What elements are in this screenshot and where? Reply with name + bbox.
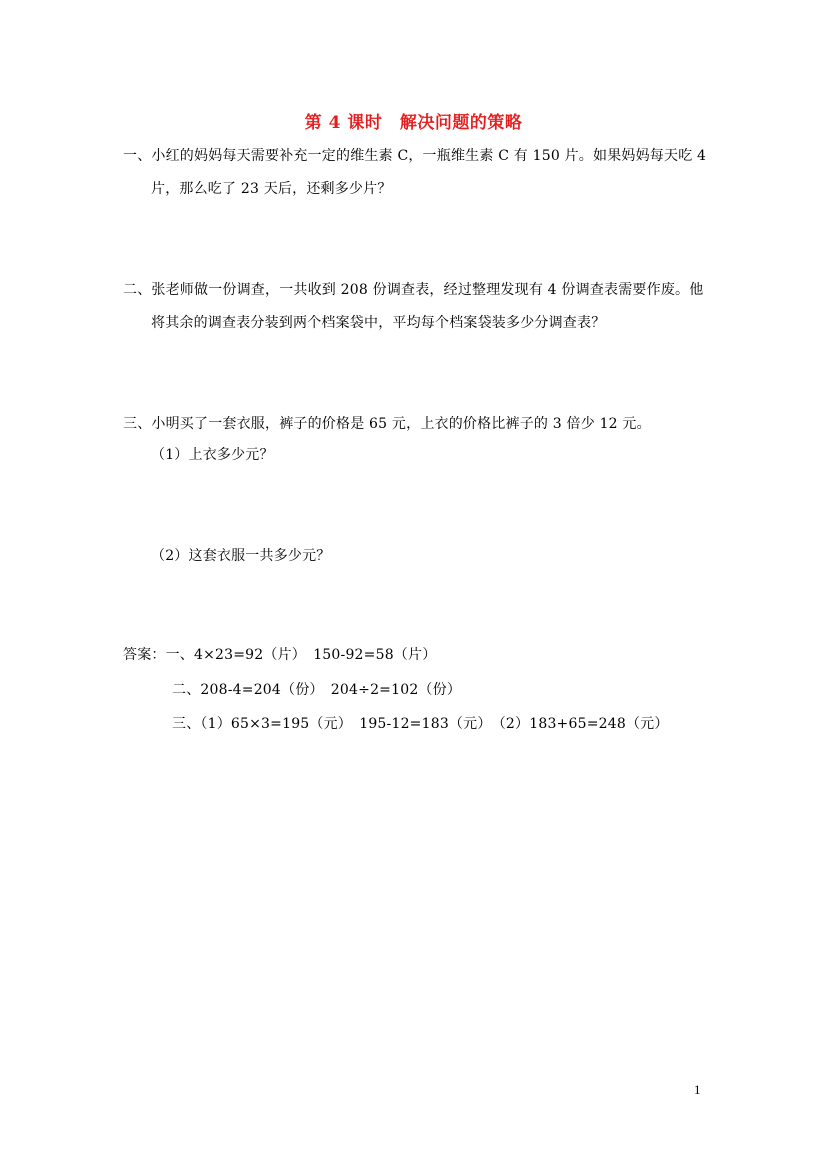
page-title: 第 4 课时 解决问题的策略 xyxy=(304,113,523,133)
question-1-line-2: 片，那么吃了 23 天后，还剩多少片？ xyxy=(151,181,392,197)
question-2-line-2: 将其余的调查表分装到两个档案袋中，平均每个档案袋装多少分调查表？ xyxy=(151,315,606,331)
question-1-line-1: 一、小红的妈妈每天需要补充一定的维生素 C，一瓶维生素 C 有 150 片。如果妈妈每天吃 4 xyxy=(123,148,707,164)
answer-line-1: 答案：一、4×23=92（片） 150-92=58（片） xyxy=(123,647,437,663)
page-number: 1 xyxy=(694,1082,701,1097)
question-3-sub-1: （1）上衣多少元？ xyxy=(151,447,274,463)
answer-line-2: 二、208-4=204（份） 204÷2=102（份） xyxy=(172,682,462,698)
question-3-line-1: 三、小明买了一套衣服，裤子的价格是 65 元，上衣的价格比裤子的 3 倍少 12 元。 xyxy=(123,416,651,432)
answer-line-3: 三、（1）65×3=195（元） 195-12=183（元） （2）183+65=248（元） xyxy=(172,716,669,732)
question-2-line-1: 二、张老师做一份调查，一共收到 208 份调查表，经过整理发现有 4 份调查表需要作废。他 xyxy=(123,282,704,298)
question-3-sub-2: （2）这套衣服一共多少元？ xyxy=(151,548,331,564)
